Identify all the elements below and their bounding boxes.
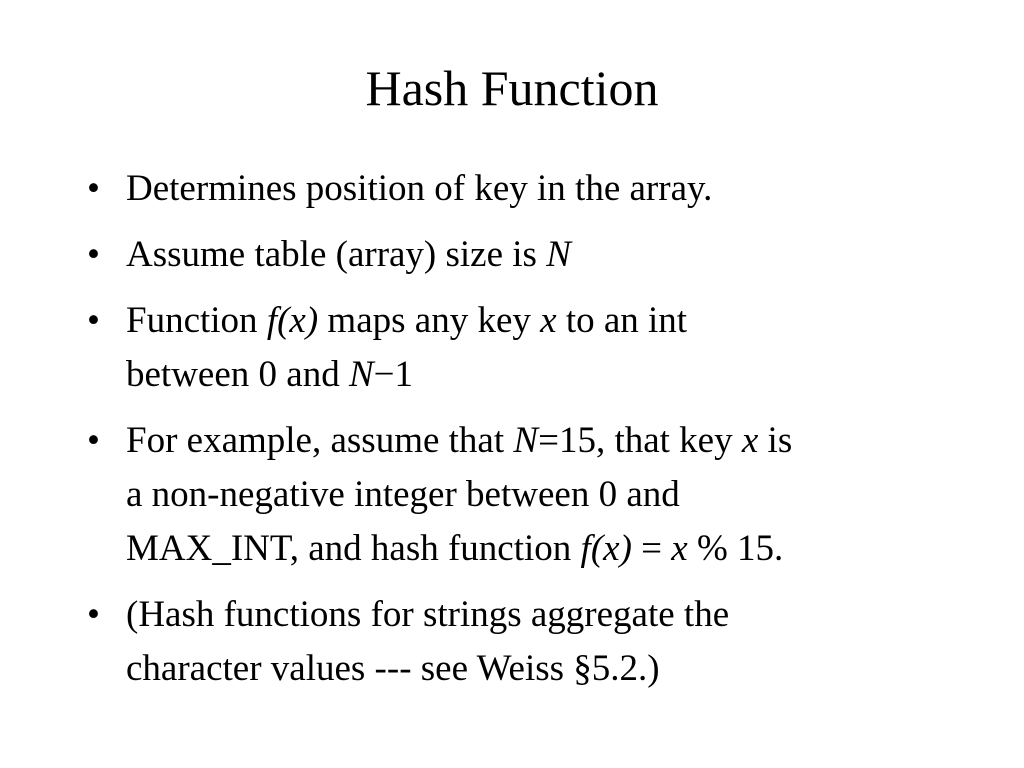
bullet-icon: • xyxy=(87,300,100,341)
italic-math-text: f(x) xyxy=(580,528,632,569)
text-run: a non-negative integer between 0 and xyxy=(126,474,680,515)
italic-math-text: N xyxy=(348,354,374,395)
slide-title: Hash Function xyxy=(365,60,659,116)
text-run: −1 xyxy=(373,354,414,395)
text-run: character values --- see Weiss §5.2.) xyxy=(126,648,660,689)
bullet-icon: • xyxy=(87,420,100,461)
text-run: (Hash functions for strings aggregate the xyxy=(126,594,730,635)
bullet-text xyxy=(126,294,966,402)
bullet-line xyxy=(126,294,966,348)
bullet-icon: • xyxy=(87,234,100,275)
bullet-line xyxy=(126,642,966,696)
bullet-line xyxy=(126,414,966,468)
italic-math-text: x xyxy=(741,420,759,461)
bullet-text xyxy=(126,414,966,576)
bullet-line xyxy=(126,228,966,282)
text-run: maps any key xyxy=(318,300,541,341)
bullet-line xyxy=(126,162,966,216)
text-run: % 15. xyxy=(687,528,784,569)
text-run: is xyxy=(758,420,793,461)
text-run: Assume table (array) size is xyxy=(126,234,547,275)
italic-math-text: N xyxy=(513,420,539,461)
bullet-icon: • xyxy=(87,594,100,635)
italic-math-text: x xyxy=(540,300,557,341)
italic-math-text: f(x) xyxy=(266,300,319,341)
italic-math-text: N xyxy=(546,234,571,275)
bullet-icon: • xyxy=(87,168,100,209)
text-run: For example, assume that xyxy=(126,420,514,461)
text-run: =15, that key xyxy=(538,420,742,461)
italic-math-text: x xyxy=(671,528,688,569)
bullet-line xyxy=(126,468,966,522)
text-run: Function xyxy=(126,300,267,341)
bullet-line xyxy=(126,588,966,642)
bullet-text xyxy=(126,588,966,696)
text-run: MAX_INT, and hash function xyxy=(126,528,581,569)
text-run: to an int xyxy=(556,300,688,341)
text-run: = xyxy=(631,528,672,569)
text-run: Determines position of key in the array. xyxy=(126,168,713,209)
bullet-text xyxy=(126,228,966,282)
bullet-text xyxy=(126,162,966,216)
bullet-line xyxy=(126,348,966,402)
bullet-line xyxy=(126,522,966,576)
text-run: between 0 and xyxy=(126,354,349,395)
